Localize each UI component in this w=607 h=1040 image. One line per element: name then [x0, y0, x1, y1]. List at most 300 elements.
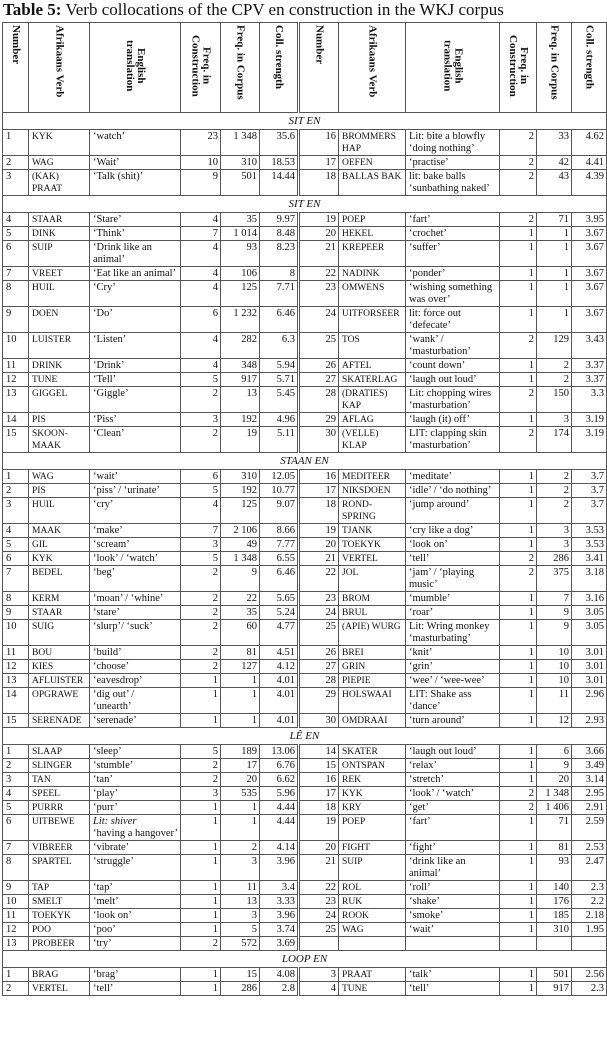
cell-english-translation: ‘try’: [90, 937, 181, 951]
cell-freq-construction: [500, 937, 537, 951]
cell-freq-construction: 6: [181, 307, 221, 333]
cell-afrikaans-verb: PRAAT: [339, 968, 406, 982]
column-header-english-translation: [406, 23, 500, 113]
cell-number: 10: [3, 333, 29, 359]
cell-freq-corpus: 3: [537, 538, 572, 552]
cell-number: 6: [3, 552, 29, 566]
cell-english-translation: ‘Do’: [90, 307, 181, 333]
cell-freq-corpus: 10: [537, 660, 572, 674]
cell-english-translation: ‘knit’: [406, 646, 500, 660]
cell-coll-strength: 4.12: [260, 660, 299, 674]
cell-number: 3: [299, 968, 339, 982]
table-row: [3, 688, 607, 714]
cell-number: 1: [3, 130, 29, 156]
cell-freq-construction: 1: [500, 241, 537, 267]
cell-coll-strength: 5.45: [260, 387, 299, 413]
cell-coll-strength: 7.77: [260, 538, 299, 552]
cell-number: 6: [3, 815, 29, 841]
cell-coll-strength: 4.01: [260, 688, 299, 714]
cell-english-translation: ‘vibrate’: [90, 841, 181, 855]
cell-afrikaans-verb: ROOK: [339, 909, 406, 923]
cell-english-translation: ‘fart’: [406, 815, 500, 841]
cell-number: 12: [3, 373, 29, 387]
table-row: [3, 566, 607, 592]
cell-afrikaans-verb: KREPEER: [339, 241, 406, 267]
cell-afrikaans-verb: FIGHT: [339, 841, 406, 855]
cell-number: 7: [3, 841, 29, 855]
cell-freq-construction: 1: [500, 714, 537, 728]
cell-coll-strength: 3.53: [572, 538, 607, 552]
cell-freq-corpus: 2: [537, 359, 572, 373]
cell-afrikaans-verb: MEDITEER: [339, 470, 406, 484]
cell-afrikaans-verb: KYK: [29, 130, 90, 156]
cell-freq-corpus: 125: [221, 498, 260, 524]
cell-english-translation: ‘poo’: [90, 923, 181, 937]
cell-number: 16: [299, 773, 339, 787]
cell-freq-construction: 1: [181, 674, 221, 688]
cell-afrikaans-verb: ONTSPAN: [339, 759, 406, 773]
cell-afrikaans-verb: DRINK: [29, 359, 90, 373]
cell-number: 21: [299, 855, 339, 881]
cell-coll-strength: 6.3: [260, 333, 299, 359]
section-title: SIT EN: [3, 113, 607, 130]
cell-english-translation: ‘fight’: [406, 841, 500, 855]
column-header-freq-corpus: [221, 23, 260, 113]
cell-number: 3: [3, 170, 29, 196]
cell-freq-construction: 2: [181, 660, 221, 674]
cell-afrikaans-verb: (DRATIES) KAP: [339, 387, 406, 413]
cell-english-translation: ‘tan’: [90, 773, 181, 787]
cell-freq-construction: 1: [500, 815, 537, 841]
table-row: [3, 787, 607, 801]
table-row: [3, 552, 607, 566]
cell-afrikaans-verb: HUIL: [29, 498, 90, 524]
cell-coll-strength: 4.01: [260, 714, 299, 728]
cell-freq-construction: 1: [500, 538, 537, 552]
cell-afrikaans-verb: SLINGER: [29, 759, 90, 773]
cell-number: 24: [299, 909, 339, 923]
cell-coll-strength: 7.71: [260, 281, 299, 307]
cell-number: 2: [3, 156, 29, 170]
cell-english-translation: [406, 937, 500, 951]
cell-freq-construction: 5: [181, 745, 221, 759]
cell-freq-corpus: 7: [537, 592, 572, 606]
table-row: [3, 909, 607, 923]
cell-afrikaans-verb: OEFEN: [339, 156, 406, 170]
cell-freq-construction: 1: [500, 281, 537, 307]
cell-coll-strength: 3.3: [572, 387, 607, 413]
cell-freq-construction: 1: [500, 745, 537, 759]
cell-number: 26: [299, 646, 339, 660]
cell-afrikaans-verb: BROMMERS HAP: [339, 130, 406, 156]
cell-freq-construction: 1: [500, 646, 537, 660]
table-row: [3, 801, 607, 815]
cell-freq-corpus: [537, 937, 572, 951]
cell-number: 13: [3, 937, 29, 951]
cell-coll-strength: 3.19: [572, 413, 607, 427]
cell-number: 25: [299, 620, 339, 646]
cell-freq-corpus: 6: [537, 745, 572, 759]
cell-freq-construction: 1: [500, 855, 537, 881]
cell-freq-corpus: 2: [537, 484, 572, 498]
cell-freq-construction: 2: [181, 937, 221, 951]
cell-coll-strength: 4.01: [260, 674, 299, 688]
cell-number: 18: [299, 498, 339, 524]
cell-afrikaans-verb: VERTEL: [339, 552, 406, 566]
cell-number: 6: [3, 241, 29, 267]
cell-afrikaans-verb: SKATERLAG: [339, 373, 406, 387]
cell-number: 25: [299, 923, 339, 937]
cell-number: 4: [3, 524, 29, 538]
cell-coll-strength: 3.95: [572, 213, 607, 227]
cell-afrikaans-verb: STAAR: [29, 213, 90, 227]
cell-coll-strength: 3.16: [572, 592, 607, 606]
cell-freq-corpus: 9: [537, 620, 572, 646]
cell-afrikaans-verb: NIKSDOEN: [339, 484, 406, 498]
cell-english-translation: ‘shake’: [406, 895, 500, 909]
cell-number: 8: [3, 855, 29, 881]
cell-coll-strength: 2.93: [572, 714, 607, 728]
cell-afrikaans-verb: TAP: [29, 881, 90, 895]
cell-coll-strength: 13.06: [260, 745, 299, 759]
table-row: [3, 307, 607, 333]
cell-freq-corpus: 185: [537, 909, 572, 923]
cell-afrikaans-verb: BEDEL: [29, 566, 90, 592]
cell-coll-strength: 3.33: [260, 895, 299, 909]
cell-freq-construction: 1: [181, 815, 221, 841]
cell-coll-strength: 4.62: [572, 130, 607, 156]
cell-number: 5: [3, 538, 29, 552]
cell-freq-construction: 1: [500, 968, 537, 982]
cell-english-translation: ‘purr’: [90, 801, 181, 815]
cell-coll-strength: 4.39: [572, 170, 607, 196]
cell-freq-construction: 1: [500, 881, 537, 895]
table-row: [3, 592, 607, 606]
table-row: [3, 470, 607, 484]
cell-freq-construction: 2: [181, 387, 221, 413]
cell-coll-strength: 9.07: [260, 498, 299, 524]
cell-freq-corpus: 310: [537, 923, 572, 937]
cell-freq-corpus: 13: [221, 895, 260, 909]
cell-afrikaans-verb: PROBEER: [29, 937, 90, 951]
cell-freq-construction: 9: [181, 170, 221, 196]
cell-afrikaans-verb: ROND-SPRING: [339, 498, 406, 524]
cell-freq-construction: 1: [181, 982, 221, 996]
cell-english-translation: ‘meditate’: [406, 470, 500, 484]
cell-freq-corpus: 33: [537, 130, 572, 156]
cell-coll-strength: 3.01: [572, 660, 607, 674]
cell-freq-corpus: 60: [221, 620, 260, 646]
cell-number: 18: [299, 170, 339, 196]
cell-afrikaans-verb: TUNE: [29, 373, 90, 387]
cell-english-translation: ‘wait’: [406, 923, 500, 937]
cell-afrikaans-verb: BREI: [339, 646, 406, 660]
cell-freq-corpus: 13: [221, 387, 260, 413]
cell-english-translation: ‘fart’: [406, 213, 500, 227]
cell-freq-corpus: 3: [221, 855, 260, 881]
cell-freq-corpus: 93: [221, 241, 260, 267]
cell-afrikaans-verb: TOS: [339, 333, 406, 359]
cell-freq-corpus: 11: [221, 881, 260, 895]
cell-english-translation: ‘crochet’: [406, 227, 500, 241]
cell-freq-corpus: 917: [537, 982, 572, 996]
cell-freq-corpus: 3: [537, 413, 572, 427]
cell-number: 20: [299, 227, 339, 241]
cell-freq-corpus: 2: [537, 470, 572, 484]
cell-afrikaans-verb: GRIN: [339, 660, 406, 674]
cell-number: 29: [299, 413, 339, 427]
cell-afrikaans-verb: PIEPIE: [339, 674, 406, 688]
cell-afrikaans-verb: REK: [339, 773, 406, 787]
section-title: STAAN EN: [3, 453, 607, 470]
cell-freq-construction: 5: [181, 552, 221, 566]
column-header-label: Coll. strength: [273, 25, 285, 89]
cell-freq-construction: 2: [500, 156, 537, 170]
cell-english-translation: ‘stretch’: [406, 773, 500, 787]
cell-freq-construction: 1: [181, 714, 221, 728]
cell-number: 10: [3, 620, 29, 646]
cell-freq-construction: 1: [500, 498, 537, 524]
cell-afrikaans-verb: JOL: [339, 566, 406, 592]
cell-freq-corpus: 20: [221, 773, 260, 787]
cell-coll-strength: 3.19: [572, 427, 607, 453]
cell-freq-corpus: 150: [537, 387, 572, 413]
cell-coll-strength: 9.97: [260, 213, 299, 227]
cell-afrikaans-verb: SUIP: [339, 855, 406, 881]
cell-number: 27: [299, 660, 339, 674]
cell-number: 19: [299, 815, 339, 841]
column-header-english-translation: [90, 23, 181, 113]
cell-english-translation: ‘wishing something was over’: [406, 281, 500, 307]
cell-afrikaans-verb: AFLUISTER: [29, 674, 90, 688]
cell-freq-construction: 1: [500, 592, 537, 606]
table-row: [3, 660, 607, 674]
cell-english-translation: ‘ponder’: [406, 267, 500, 281]
cell-coll-strength: 2.91: [572, 801, 607, 815]
cell-freq-corpus: 192: [221, 484, 260, 498]
cell-english-translation: ‘laugh (it) off’: [406, 413, 500, 427]
cell-coll-strength: 8.66: [260, 524, 299, 538]
cell-freq-corpus: 535: [221, 787, 260, 801]
cell-freq-corpus: 10: [537, 646, 572, 660]
cell-freq-corpus: 375: [537, 566, 572, 592]
cell-afrikaans-verb: AFTEL: [339, 359, 406, 373]
cell-afrikaans-verb: NADINK: [339, 267, 406, 281]
cell-coll-strength: 14.44: [260, 170, 299, 196]
cell-number: 4: [3, 213, 29, 227]
cell-freq-corpus: 176: [537, 895, 572, 909]
cell-coll-strength: 8.48: [260, 227, 299, 241]
cell-number: 23: [299, 592, 339, 606]
table-row: [3, 982, 607, 996]
cell-english-translation: ‘Cry’: [90, 281, 181, 307]
cell-afrikaans-verb: BOU: [29, 646, 90, 660]
cell-english-translation: ‘piss’ / ‘urinate’: [90, 484, 181, 498]
cell-english-translation: ‘mumble’: [406, 592, 500, 606]
table-row: [3, 841, 607, 855]
cell-freq-construction: 1: [500, 484, 537, 498]
cell-freq-construction: 7: [181, 227, 221, 241]
table-row: [3, 620, 607, 646]
cell-freq-corpus: 15: [221, 968, 260, 982]
cell-afrikaans-verb: RUK: [339, 895, 406, 909]
cell-freq-corpus: 140: [537, 881, 572, 895]
table-label: Table 5:: [3, 0, 62, 19]
cell-afrikaans-verb: OMWENS: [339, 281, 406, 307]
cell-coll-strength: 3.37: [572, 359, 607, 373]
cell-afrikaans-verb: BALLAS BAK: [339, 170, 406, 196]
cell-afrikaans-verb: TUNE: [339, 982, 406, 996]
cell-number: 4: [299, 982, 339, 996]
cell-english-translation: lit: bake balls ‘sunbathing naked’: [406, 170, 500, 196]
cell-english-translation: Lit: Wring monkey ‘masturbating’: [406, 620, 500, 646]
cell-english-translation: ‘cry’: [90, 498, 181, 524]
cell-freq-construction: 2: [181, 773, 221, 787]
column-header-label: Freq. in Construction: [507, 35, 530, 97]
cell-english-translation: ‘look on’: [90, 909, 181, 923]
cell-english-translation: ‘tell’: [406, 552, 500, 566]
cell-coll-strength: 8: [260, 267, 299, 281]
cell-english-translation: ‘drink like an animal’: [406, 855, 500, 881]
cell-number: 8: [3, 592, 29, 606]
cell-number: 18: [299, 801, 339, 815]
cell-coll-strength: 10.77: [260, 484, 299, 498]
cell-number: 1: [3, 745, 29, 759]
cell-afrikaans-verb: OMDRAAI: [339, 714, 406, 728]
column-header-label: Afrikaans Verb: [366, 25, 379, 98]
section-header-row: [3, 113, 607, 130]
cell-number: 11: [3, 909, 29, 923]
cell-freq-construction: 2: [181, 592, 221, 606]
cell-coll-strength: 3.7: [572, 470, 607, 484]
cell-freq-construction: 1: [500, 759, 537, 773]
cell-freq-corpus: 17: [221, 759, 260, 773]
cell-freq-construction: 4: [181, 333, 221, 359]
cell-freq-corpus: 71: [537, 213, 572, 227]
cell-coll-strength: 6.46: [260, 566, 299, 592]
cell-english-translation: ‘look on’: [406, 538, 500, 552]
cell-coll-strength: 3.01: [572, 646, 607, 660]
cell-freq-corpus: 43: [537, 170, 572, 196]
cell-coll-strength: 5.24: [260, 606, 299, 620]
cell-freq-corpus: 2: [537, 373, 572, 387]
cell-number: [299, 937, 339, 951]
cell-freq-corpus: 501: [221, 170, 260, 196]
cell-coll-strength: 2.59: [572, 815, 607, 841]
cell-english-translation: ‘Stare’: [90, 213, 181, 227]
cell-coll-strength: 3.96: [260, 855, 299, 881]
cell-afrikaans-verb: SKOON-MAAK: [29, 427, 90, 453]
table-row: [3, 359, 607, 373]
cell-number: 29: [299, 688, 339, 714]
cell-freq-construction: 1: [181, 909, 221, 923]
cell-freq-construction: 4: [181, 241, 221, 267]
column-header-label: Freq. in Construction: [189, 35, 213, 97]
cell-coll-strength: 3.49: [572, 759, 607, 773]
cell-freq-corpus: 71: [537, 815, 572, 841]
cell-english-translation: ‘serenade’: [90, 714, 181, 728]
cell-freq-construction: 1: [181, 923, 221, 937]
cell-number: 16: [299, 130, 339, 156]
cell-coll-strength: 4.44: [260, 801, 299, 815]
cell-english-translation: ‘slurp’/ ‘suck’: [90, 620, 181, 646]
cell-freq-corpus: 310: [221, 156, 260, 170]
cell-coll-strength: 3.41: [572, 552, 607, 566]
cell-english-translation: ‘talk’: [406, 968, 500, 982]
cell-english-translation: ‘tell’: [90, 982, 181, 996]
cell-english-translation: ‘jump around’: [406, 498, 500, 524]
table-row: [3, 538, 607, 552]
cell-freq-construction: 1: [181, 855, 221, 881]
cell-freq-construction: 1: [500, 982, 537, 996]
cell-freq-corpus: 1: [221, 815, 260, 841]
table-row: [3, 170, 607, 196]
cell-english-translation: lit: force out ‘defecate’: [406, 307, 500, 333]
cell-english-translation: ‘sleep’: [90, 745, 181, 759]
cell-freq-construction: 1: [500, 620, 537, 646]
cell-number: 9: [3, 881, 29, 895]
cell-english-translation: ‘moan’ / ‘whine’: [90, 592, 181, 606]
cell-afrikaans-verb: WAG: [339, 923, 406, 937]
cell-coll-strength: 4.08: [260, 968, 299, 982]
cell-number: 7: [3, 267, 29, 281]
cell-freq-construction: 1: [500, 470, 537, 484]
cell-coll-strength: 5.94: [260, 359, 299, 373]
cell-coll-strength: 4.96: [260, 413, 299, 427]
cell-freq-corpus: 192: [221, 413, 260, 427]
column-header-label: Number: [313, 25, 326, 65]
cell-number: 17: [299, 484, 339, 498]
cell-number: 24: [299, 307, 339, 333]
cell-coll-strength: 6.46: [260, 307, 299, 333]
cell-english-translation: ‘scream’: [90, 538, 181, 552]
cell-english-translation: LIT: Shake ass ‘dance’: [406, 688, 500, 714]
cell-english-translation: ‘choose’: [90, 660, 181, 674]
cell-english-translation: ‘watch’: [90, 130, 181, 156]
cell-coll-strength: 2.3: [572, 881, 607, 895]
cell-freq-construction: 2: [181, 620, 221, 646]
column-header-label: Freq. in Corpus: [548, 25, 561, 100]
cell-afrikaans-verb: SPEEL: [29, 787, 90, 801]
cell-freq-corpus: 22: [221, 592, 260, 606]
table-row: [3, 413, 607, 427]
table-row: [3, 606, 607, 620]
cell-freq-construction: 6: [181, 470, 221, 484]
cell-english-translation: ‘Drink’: [90, 359, 181, 373]
cell-afrikaans-verb: SUIG: [29, 620, 90, 646]
cell-freq-corpus: 501: [537, 968, 572, 982]
cell-freq-corpus: 12: [537, 714, 572, 728]
cell-coll-strength: 3.18: [572, 566, 607, 592]
cell-afrikaans-verb: HEKEL: [339, 227, 406, 241]
cell-coll-strength: 3.74: [260, 923, 299, 937]
table-row: [3, 895, 607, 909]
cell-english-translation: ‘melt’: [90, 895, 181, 909]
cell-english-translation: ‘get’: [406, 801, 500, 815]
cell-freq-corpus: 3: [221, 909, 260, 923]
cell-freq-corpus: 35: [221, 606, 260, 620]
cell-freq-corpus: 9: [221, 566, 260, 592]
table-row: [3, 759, 607, 773]
cell-afrikaans-verb: TOEKYK: [339, 538, 406, 552]
cell-freq-construction: 1: [500, 674, 537, 688]
cell-afrikaans-verb: MAAK: [29, 524, 90, 538]
cell-freq-corpus: 2 106: [221, 524, 260, 538]
column-header-label: English translation: [124, 40, 147, 92]
cell-coll-strength: 3.66: [572, 745, 607, 759]
cell-english-translation: ‘roar’: [406, 606, 500, 620]
cell-english-translation: ‘Eat like an animal’: [90, 267, 181, 281]
